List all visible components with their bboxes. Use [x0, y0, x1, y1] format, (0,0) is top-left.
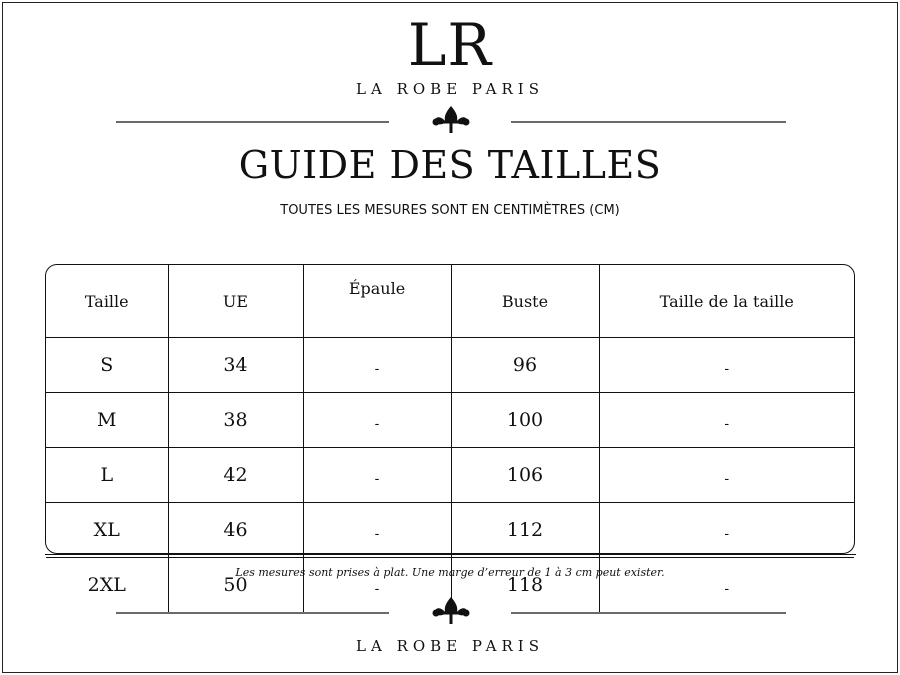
table-row	[46, 338, 854, 393]
table-underline	[45, 554, 856, 555]
fleur-de-lis-icon	[433, 106, 470, 133]
cell-eu: 46	[168, 503, 303, 558]
cell-shoulder: -	[303, 338, 451, 393]
bottom-divider	[116, 597, 786, 627]
fleur-de-lis-icon	[433, 597, 470, 624]
cell-eu: 34	[168, 338, 303, 393]
column-header-eu: UE	[168, 265, 303, 338]
cell-waist: -	[599, 558, 854, 613]
cell-eu: 42	[168, 448, 303, 503]
cell-waist: -	[599, 503, 854, 558]
footer-brand-name: LA ROBE PARIS	[356, 637, 544, 655]
page-title: GUIDE DES TAILLES	[238, 143, 662, 187]
cell-shoulder: -	[303, 393, 451, 448]
top-divider	[116, 106, 786, 136]
cell-bust: 112	[451, 503, 599, 558]
brand-logo: LR	[407, 11, 493, 79]
cell-waist: -	[599, 393, 854, 448]
cell-size: L	[46, 448, 168, 503]
cell-shoulder: -	[303, 558, 451, 613]
table-row	[46, 503, 854, 558]
table-row	[46, 393, 854, 448]
cell-waist: -	[599, 448, 854, 503]
measurement-note: Les mesures sont prises à plat. Une marge d’erreur de 1 à 3 cm peut exister.	[235, 566, 665, 579]
cell-shoulder: -	[303, 503, 451, 558]
table-row	[46, 448, 854, 503]
cell-bust: 106	[451, 448, 599, 503]
cell-size: 2XL	[46, 558, 168, 613]
cell-size: S	[46, 338, 168, 393]
page-subtitle: TOUTES LES MESURES SONT EN CENTIMÈTRES (CM)	[280, 203, 620, 218]
cell-shoulder: -	[303, 448, 451, 503]
cell-eu: 50	[168, 558, 303, 613]
column-header-bust: Buste	[451, 265, 599, 338]
cell-size: M	[46, 393, 168, 448]
cell-bust: 100	[451, 393, 599, 448]
cell-bust: 118	[451, 558, 599, 613]
cell-waist: -	[599, 338, 854, 393]
column-header-waist: Taille de la taille	[599, 265, 854, 338]
column-header-shoulder: Épaule	[303, 265, 451, 338]
column-header-size: Taille	[46, 265, 168, 338]
cell-size: XL	[46, 503, 168, 558]
table-header-row	[46, 265, 854, 338]
cell-eu: 38	[168, 393, 303, 448]
brand-name: LA ROBE PARIS	[356, 80, 544, 98]
cell-bust: 96	[451, 338, 599, 393]
